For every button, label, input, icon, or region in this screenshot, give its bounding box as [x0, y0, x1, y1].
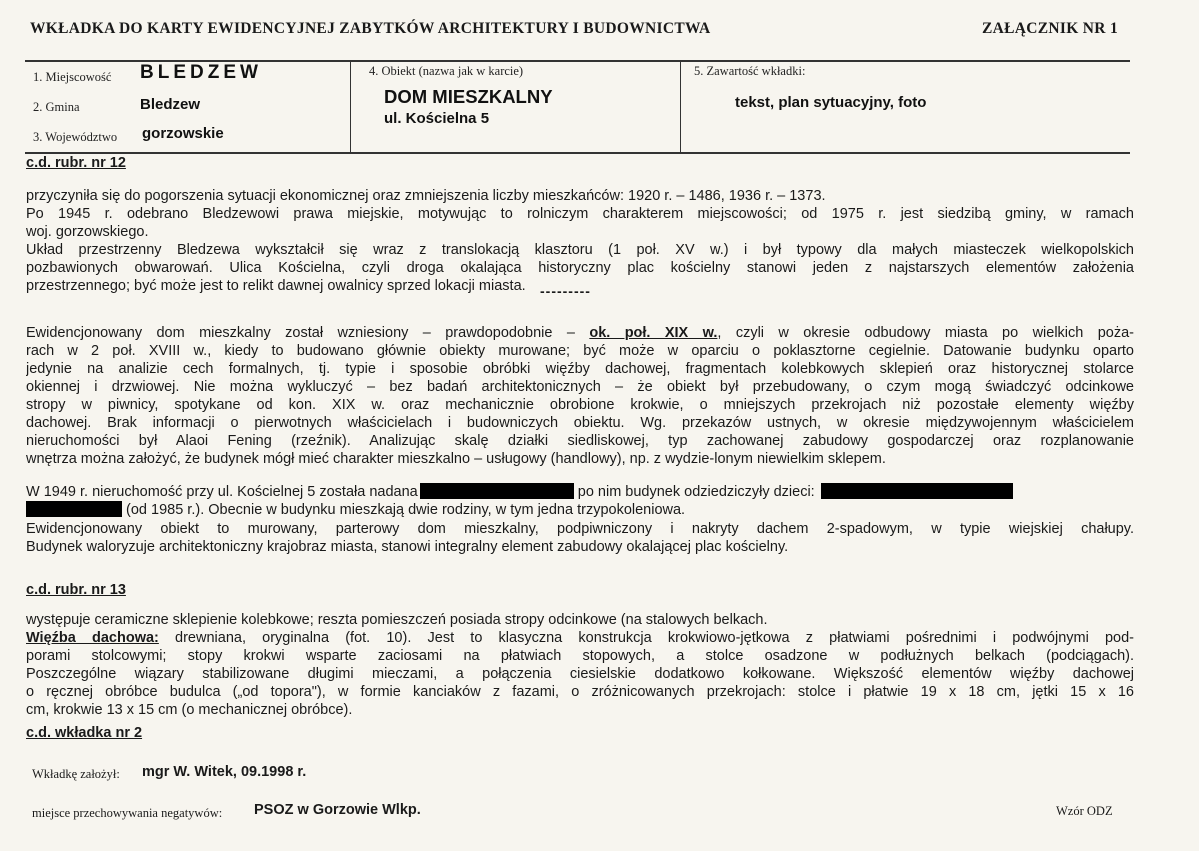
- annex-number: ZAŁĄCZNIK NR 1: [982, 20, 1118, 37]
- text-line: przyczyniła się do pogorszenia sytuacji ekonomicznej oraz zmniejszenia liczby mieszkańców: 1920 r. – 1486, 1936 r. – 1373.: [26, 188, 826, 204]
- miejscowosc-value: BLEDZEW: [140, 62, 262, 83]
- text-line: Ewidencjonowany obiekt to murowany, parterowy dom mieszkalny, podpiwniczony i nakryty dachem 2-spadowym, w typie wiejskiej chałupy.: [26, 521, 1134, 537]
- text-line: rach w 2 poł. XVIII w., kiedy to budowano głównie obiekty murowane; być może w oparciu o poklasztorne cegielnie. Datowanie budynku oparto: [26, 343, 1134, 359]
- text-line: występuje ceramiczne sklepienie kolebkowe; reszta pomieszczeń posiada stropy odcinkowe (na stalowych belkach.: [26, 612, 768, 628]
- text-line: [26, 501, 1134, 519]
- obiekt-value: DOM MIESZKALNY: [384, 86, 553, 107]
- redaction-bar: [26, 501, 122, 517]
- text-line: przestrzennego; być może jest to relikt dawnej owalnicy sprzed lokacji miasta.: [26, 278, 526, 294]
- miejscowosc-label: 1. Miejscowość: [33, 70, 112, 84]
- text-line: Poszczególne wiązary stabilizowane długimi mieczami, a połączenia ciesielskie dodatkowo kołkowane. Większość elementów więźby dachowej: [26, 666, 1134, 682]
- gmina-value: Bledzew: [140, 96, 201, 113]
- metadata-table: [25, 60, 1130, 154]
- section-13-heading: c.d. rubr. nr 13: [26, 582, 126, 598]
- obiekt-label: 4. Obiekt (nazwa jak w karcie): [369, 64, 524, 78]
- text-fragment: W 1949 r. nieruchomość przy ul. Kościelnej 5 została nadana: [26, 484, 418, 500]
- text-line: wnętrza można założyć, że budynek mógł mieć charakter mieszkalno – usługowy (handlowy), np. z wydzie-lonym niewielkim sklepem.: [26, 451, 886, 467]
- text-line: porami stolcowymi; stopy krokwi wsparte zaciosami na płatwiach stopowych, a stolce osadzone w podłużnych belkach (podciągach).: [26, 648, 1134, 664]
- wojewodztwo-label: 3. Województwo: [33, 130, 118, 144]
- location-column: [25, 62, 350, 152]
- text-line: stropy w piwnicy, spotykane od kon. XIX w. oraz mechanicznie obrobione krokwie, o mniejszych przekrojach niż pozostałe elementy więźby: [26, 397, 1134, 413]
- section-12-paragraph-1: [26, 187, 1134, 295]
- author-value: mgr W. Witek, 09.1998 r.: [142, 764, 307, 780]
- text-line: dachowej. Brak informacji o pierwotnych właścicielach i budowniczych obiektu. Wg. przekazów ustnych, w okresie międzywojennym właścicielem: [26, 415, 1134, 431]
- text-line: okiennej i drzwiowej. Nie można wykluczyć – bez badań architektonicznych – że obiekt był przebudowany, o czym mogą świadczyć odcinkowe: [26, 379, 1134, 395]
- roof-truss-heading: Więźba dachowa:: [26, 630, 159, 646]
- text-line: o ręcznej obróbce budulca („od topora"), w formie kanciaków z fazami, o zróżnicowanych przekrojach: stolce i płatwie 19 x 18 cm, jętki 15 x 16: [26, 684, 1134, 700]
- storage-value: PSOZ w Gorzowie Wlkp.: [254, 802, 421, 818]
- object-column: [350, 62, 680, 152]
- text-line: jedynie na analizie cech formalnych, tj. typie i sposobie obróbki więźby dachowej, fragmentach kolebkowych sklepień oraz historycznej stolarce: [26, 361, 1134, 377]
- section-12-paragraph-3: [26, 483, 1134, 519]
- text-line: Budynek waloryzuje architektoniczny krajobraz miasta, stanowi integralny element zabudowy okalającej plac kościelny.: [26, 539, 789, 555]
- text-fragment: po nim budynek odziedziczyły dzieci:: [577, 484, 815, 500]
- content-column: [680, 62, 1130, 152]
- text-line: nieruchomości był Alaoi Fening (rzeźnik). Analizując skalę działki siedliskowej, typ zachowanej zabudowy gospodarczej oraz rozplanowanie: [26, 433, 1134, 449]
- zawartosc-label: 5. Zawartość wkładki:: [694, 64, 806, 78]
- redaction-bar: [420, 483, 574, 499]
- section-12-heading: c.d. rubr. nr 12: [26, 155, 126, 171]
- storage-label: miejsce przechowywania negatywów:: [32, 806, 223, 820]
- text-fragment: drewniana, oryginalna (fot. 10). Jest to klasyczna konstrukcja krokwiowo-jętkowa z płatwiami pośrednimi i podwójnymi pod-: [158, 630, 1134, 646]
- text-line: Po 1945 r. odebrano Bledzewowi prawa miejskie, motywując to rolniczym charakterem miejscowości; od 1975 r. jest siedzibą gminy, w ramach: [26, 206, 1134, 222]
- text-line: pozbawionych obwarowań. Ulica Kościelna, czyli droga okalająca historyczny plac kościelny stanowi jeden z najstarszych elementów założenia: [26, 260, 1134, 276]
- text-line: woj. gorzowskiego.: [26, 224, 149, 240]
- document-header: [30, 20, 1120, 44]
- obiekt-address: ul. Kościelna 5: [384, 110, 490, 127]
- text-line: [26, 629, 1134, 647]
- section-12-paragraph-2: [26, 324, 1134, 468]
- wojewodztwo-value: gorzowskie: [142, 125, 224, 142]
- section-13-paragraph: [26, 611, 1134, 719]
- zawartosc-value: tekst, plan sytuacyjny, foto: [735, 94, 927, 111]
- gmina-label: 2. Gmina: [33, 100, 80, 114]
- author-label: Wkładkę założył:: [32, 767, 120, 781]
- insert-continuation: c.d. wkładka nr 2: [26, 725, 143, 741]
- text-fragment: , czyli w okresie odbudowy miasta po wielkich poża-: [717, 325, 1134, 341]
- dating-highlight: ok. poł. XIX w.: [589, 325, 718, 341]
- section-12-paragraph-4: [26, 520, 1134, 556]
- redaction-bar: [821, 483, 1013, 499]
- text-line: [26, 324, 1134, 342]
- text-line: [26, 483, 1134, 501]
- form-template: Wzór ODZ: [1056, 804, 1113, 818]
- section-divider: ---------: [540, 283, 591, 299]
- text-line: Układ przestrzenny Bledzewa wykształcił się wraz z translokacją klasztoru (1 poł. XV w.) i był typowy dla małych miasteczek wielkopolskich: [26, 242, 1134, 258]
- text-fragment: Ewidencjonowany dom mieszkalny został wzniesiony – prawdopodobnie –: [26, 325, 575, 341]
- document-title: WKŁADKA DO KARTY EWIDENCYJNEJ ZABYTKÓW ARCHITEKTURY I BUDOWNICTWA: [30, 20, 711, 37]
- text-fragment: (od 1985 r.). Obecnie w budynku mieszkają dwie rodziny, w tym jedna trzypokoleniowa.: [126, 502, 686, 518]
- text-line: cm, krokwie 13 x 15 cm (o mechanicznej obróbce).: [26, 702, 353, 718]
